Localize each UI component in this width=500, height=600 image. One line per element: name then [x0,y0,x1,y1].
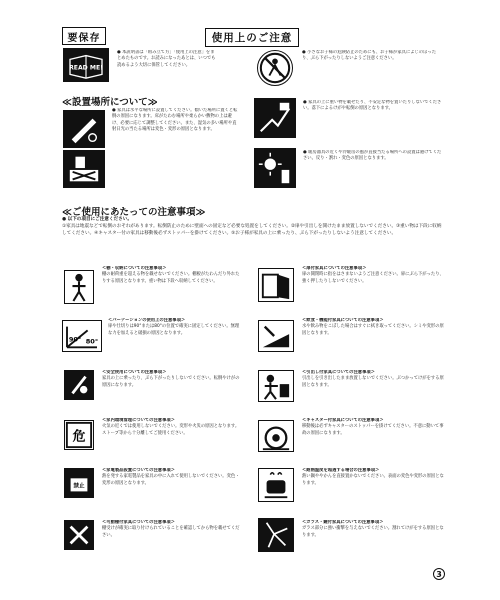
no-stacking-icon [254,98,296,138]
note-right-4: ＜キャスター付家具についての注意事項＞ 移動後は必ずキャスターのストッパーを掛けてください。不意に動いて事故の原因になります。 [302,418,444,436]
no-climb-icon [64,370,94,400]
usage-intro-line-2: ①家具は地震などで転倒のおそれがあります。転倒防止のために壁面への固定など必要な処置をしてください。②扉や引出しを開けたまま放置しないでください。③重い物は下段に収納してください。④キャスター付の家具は移動後必ずストッパーを掛けてください。⑤お子様が家具の上に乗ったり、ぶら下がったりしないよう注意してください。 [62,224,442,236]
partition-angle-icon [62,320,102,352]
install-right-text-2: ● 暖房器具の近くや冷暖房の風が直接当たる場所への設置は避けてください。反り・割れ・変色の原因となります。 [303,150,442,162]
note-right-5: ＜耐熱温度を超過する場合の注意事項＞ 熱い鍋ややかんを直接置かないでください。表面の変色や変形の原因となります。 [302,468,444,486]
drawer-icon [258,370,294,402]
storage-header: 要保存 [62,27,106,45]
usage-section-title: ≪ご使用にあたっての注意事項≫ [62,207,206,218]
read-me-text: ● 本説明書は「組み立て方」「使用上の注意」をまとめたものです。お読みになったあとは、いつでも読めるよう大切に保管してください。 [117,50,216,68]
top-right-text: ● 小さなお子様の危険防止のためにも、お子様が家具によじのぼったり、ぶら下がったりしないようご注意ください。 [302,50,437,62]
hot-pot-icon [258,468,294,502]
read-me-icon [63,48,109,82]
glass-break-icon [258,518,294,552]
install-left-text: ● 家具は水平な場所に設置してください。傾いた場所に置くと転倒の原因になります。床がたわむ場所や柔らかい敷物の上は避け、必要に応じて調整してください。また、湿気の多い場所や直射日光の当たる場所は変色・変形の原因となります。 [112,108,238,132]
shelf-load-icon [64,270,94,304]
appliance-prohibited-icon [64,468,94,498]
svg-text:80°: 80° [85,337,99,346]
usage-intro [62,217,442,237]
note-left-3: ＜安全使用についての注意事項＞ 家具の上に乗ったり、ぶら下がったりしないでください。転倒やけがの原因になります。 [102,370,240,388]
no-tilted-floor-icon [63,150,105,188]
svg-text:90°: 90° [68,335,82,344]
humidity-warning-icon [63,110,105,148]
note-left-5: ＜家電製品設置についての注意事項＞ 熱を発する家電製品を家具の中に入れて使用しないでください。変色・変形の原因となります。 [102,468,240,486]
note-left-4: ＜家内環境管理についての注意事項＞ 火気の近くでは使用しないでください。変形や火災の原因となります。ストーブ等から十分離してご使用ください。 [102,418,240,436]
note-left-6: ＜可動棚付家具についての注意事項＞ 棚受けが確実に取り付けられていることを確認してから物を載せてください。 [102,520,240,538]
note-right-2: ＜飲食・機能付家具についての注意事項＞ 水や飲み物をこぼした場合はすぐに拭き取ってください。シミや変形の原因となります。 [302,318,444,336]
note-left-1: ＜棚・収納についての注意事項＞ 棚の耐荷重を超える物を載せないでください。棚板がたわんだり外れたりする原因となります。重い物は下段へ収納してください。 [102,266,240,284]
usage-intro-line-1: ● 以下の項目にご注意ください。 [62,217,132,222]
note-right-3: ＜引出し付家具についての注意事項＞ 引出しを引き出したまま放置しないでください。ぶつかってけがをする原因となります。 [302,370,444,388]
note-right-6: ＜ガラス・鏡付家具についての注意事項＞ ガラス部分に強い衝撃を与えないでください。割れてけがをする原因となります。 [302,520,444,538]
svg-text:危: 危 [72,429,86,445]
page-number: 3 [433,568,445,580]
movable-shelf-icon [64,520,94,550]
no-climbing-icon [257,50,293,86]
note-right-1: ＜扉付家具についての注意事項＞ 扉の開閉時に指をはさまないようご注意ください。扉にぶら下がったり、強く押したりしないでください。 [302,266,444,284]
door-pinch-icon [258,268,294,302]
note-left-2: ＜パーテーションの使用上の注意事項＞ 扉や仕切りは90°または80°の位置で確実に固定してください。無理な力を加えると破損の原因となります。 [108,318,240,336]
installation-section-title: ≪設置場所について≫ [62,97,158,108]
svg-text:READ ME!: READ ME! [69,64,103,72]
usage-notes-header: 使用上のご注意 [205,28,299,47]
caster-icon [258,420,294,452]
sunlight-heat-icon [254,148,296,188]
spill-icon [258,320,294,352]
install-right-text-1: ● 家具の上に重い物を載せたり、不安定な物を置いたりしないでください。落下によるけがや転倒の原因となります。 [303,100,442,112]
danger-fire-icon [64,420,94,450]
svg-text:禁止: 禁止 [73,483,85,490]
